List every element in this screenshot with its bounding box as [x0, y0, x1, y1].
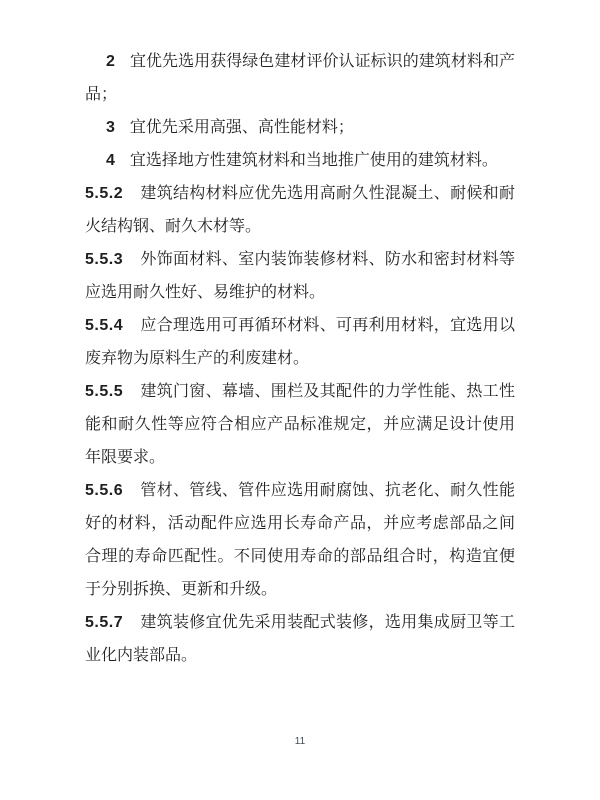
clause-5-5-5 — [85, 375, 515, 474]
clause-number: 5.5.6 — [85, 482, 124, 499]
clause-5-5-4 — [85, 309, 515, 375]
clause-5-5-6 — [85, 474, 515, 606]
clause-text: 管材、管线、管件应选用耐腐蚀、抗老化、耐久性能好的材料，活动配件应选用长寿命产品，并应考虑部品之间合理的寿命匹配性。不同使用寿命的部品组合时，构造宜便于分别拆换、更新和升级。 — [85, 482, 515, 598]
clause-text: 应合理选用可再循环材料、可再利用材料，宜选用以废弃物为原料生产的利废建材。 — [85, 317, 515, 367]
item-text: 宜优先选用获得绿色建材评价认证标识的建筑材料和产品； — [85, 53, 515, 103]
clause-text: 建筑结构材料应优先选用高耐久性混凝土、耐候和耐火结构钢、耐久木材等。 — [85, 185, 515, 235]
list-item-4 — [85, 144, 515, 177]
page-content — [85, 45, 515, 672]
item-number: 4 — [106, 152, 115, 169]
clause-number: 5.5.3 — [85, 251, 124, 268]
clause-number: 5.5.2 — [85, 185, 124, 202]
clause-number: 5.5.4 — [85, 317, 124, 334]
list-item-2 — [85, 45, 515, 111]
item-text: 宜选择地方性建筑材料和当地推广使用的建筑材料。 — [129, 152, 498, 169]
clause-text: 建筑门窗、幕墙、围栏及其配件的力学性能、热工性能和耐久性等应符合相应产品标准规定，并应满足设计使用年限要求。 — [85, 383, 515, 466]
page-number: 11 — [294, 736, 306, 747]
clause-text: 建筑装修宜优先采用装配式装修，选用集成厨卫等工业化内装部品。 — [85, 614, 515, 664]
clause-5-5-7 — [85, 606, 515, 672]
item-text: 宜优先采用高强、高性能材料； — [129, 119, 354, 136]
clause-5-5-3 — [85, 243, 515, 309]
list-item-3 — [85, 111, 515, 144]
clause-5-5-2 — [85, 177, 515, 243]
item-number: 3 — [106, 119, 115, 136]
clause-number: 5.5.7 — [85, 614, 124, 631]
item-number: 2 — [106, 53, 115, 70]
clause-number: 5.5.5 — [85, 383, 124, 400]
clause-text: 外饰面材料、室内装饰装修材料、防水和密封材料等应选用耐久性好、易维护的材料。 — [85, 251, 515, 301]
